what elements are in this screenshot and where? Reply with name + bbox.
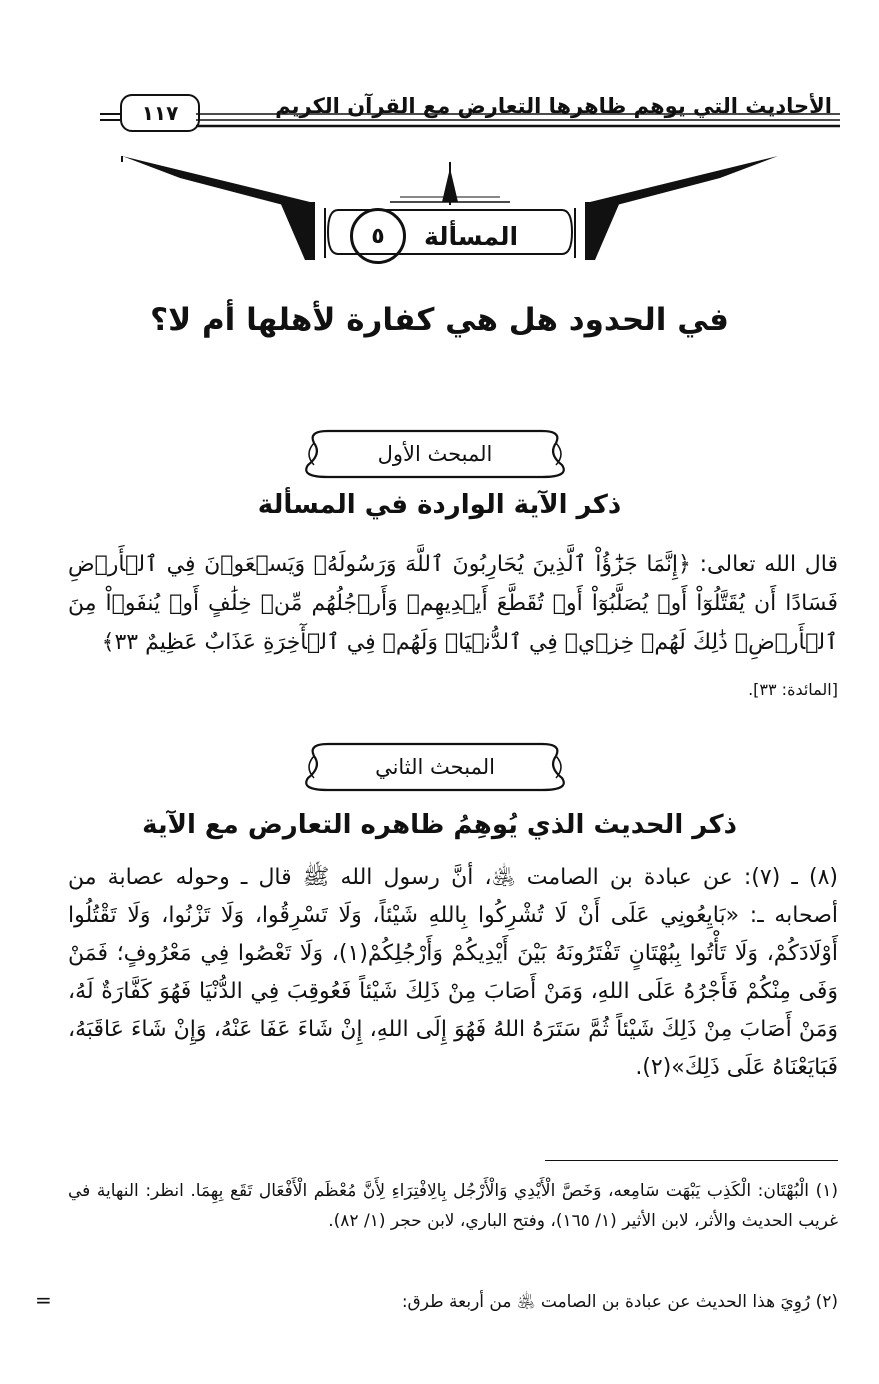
question-title: في الحدود هل هي كفارة لأهلها أم لا؟ bbox=[150, 302, 729, 338]
mabhath2-heading: ذكر الحديث الذي يُوهِمُ ظاهره التعارض مع الآية bbox=[142, 810, 737, 840]
mabhath1-scroll bbox=[300, 425, 570, 483]
mabhath1-heading: ذكر الآية الواردة في المسألة bbox=[257, 490, 622, 520]
masala-badge bbox=[323, 205, 545, 267]
footnote-1: (١) الْبُهْتَان: الْكَذِب يَبْهَت سَامِعه، وَخَصَّ الْأَيْدِي وَالْأَرْجُل بِالِافْتِرَاءِ لِأَنَّ مُعْظَم الْأَفْعَال تَقَع بِهِمَا. انظر: النهاية في غريب الحديث والأثر، لابن الأثير (١/ ١٦٥)، وفتح الباري، لابن حجر (١/ ٨٢). bbox=[68, 1181, 838, 1231]
page-number: ١١٧ bbox=[120, 94, 200, 132]
mabhath2-scroll bbox=[300, 738, 570, 796]
footnote-separator bbox=[545, 1160, 838, 1161]
continuation-mark: = bbox=[35, 1288, 52, 1312]
masala-number: ٥ bbox=[350, 208, 406, 264]
quran-verse-paragraph: قال الله تعالى: ﴿إِنَّمَا جَزَٰٓؤُاْ ٱلَّذِينَ يُحَارِبُونَ ٱللَّهَ وَرَسُولَهُۥ وَيَسۡعَوۡنَ فِي ٱلۡأَرۡضِ فَسَادًا أَن يُقَتَّلُوٓاْ أَوۡ يُصَلَّبُوٓاْ أَوۡ تُقَطَّعَ أَيۡدِيهِمۡ وَأَرۡجُلُهُم مِّنۡ خِلَٰفٍ أَوۡ يُنفَوۡاْ مِنَ ٱلۡأَرۡضِۚ ذَٰلِكَ لَهُمۡ خِزۡيٞ فِي ٱلدُّنۡيَاۖ وَلَهُمۡ فِي ٱلۡأٓخِرَةِ عَذَابٌ عَظِيمٌ ٣٣﴾ bbox=[68, 552, 838, 655]
running-header-title: الأحاديث التي يوهم ظاهرها التعارض مع القرآن الكريم bbox=[275, 94, 832, 118]
mabhath2-label: المبحث الثاني bbox=[375, 755, 495, 779]
masala-label: المسألة bbox=[423, 221, 519, 251]
mabhath1-label: المبحث الأول bbox=[377, 442, 493, 466]
running-header bbox=[100, 90, 840, 135]
footnote-2: (٢) رُوِيَ هذا الحديث عن عبادة بن الصامت ﵁ من أربعة طرق: bbox=[401, 1292, 838, 1312]
ayah-reference: [المائدة: ٣٣]. bbox=[748, 680, 838, 699]
hadith-paragraph: (٨) ـ (٧): عن عبادة بن الصامت ﵁، أنَّ رسول الله ﷺ قال ـ وحوله عصابة من أصحابه ـ: «بَايِعُونِي عَلَى أَنْ لَا تُشْرِكُوا بِاللهِ شَيْئاً، وَلَا تَسْرِقُوا، وَلَا تَزْنُوا، وَلَا تَقْتُلُوا أَوْلَادَكُمْ، وَلَا تَأْتُوا بِبُهْتَانٍ تَفْتَرُونَهُ بَيْنَ أَيْدِيكُمْ وَأَرْجُلِكُمْ(١)، وَلَا تَعْصُوا فِي مَعْرُوفٍ؛ فَمَنْ وَفَى مِنْكُمْ فَأَجْرُهُ عَلَى اللهِ، وَمَنْ أَصَابَ مِنْ ذَلِكَ شَيْئاً فَعُوقِبَ فِي الدُّنْيَا فَهُوَ كَفَّارَةٌ لَهُ، وَمَنْ أَصَابَ مِنْ ذَلِكَ شَيْئاً ثُمَّ سَتَرَهُ اللهُ فَهُوَ إِلَى اللهِ، إِنْ شَاءَ عَفَا عَنْهُ، وَإِنْ شَاءَ عَاقَبَهُ، فَبَايَعْنَاهُ عَلَى ذَلِكَ»(٢). bbox=[68, 865, 838, 1080]
